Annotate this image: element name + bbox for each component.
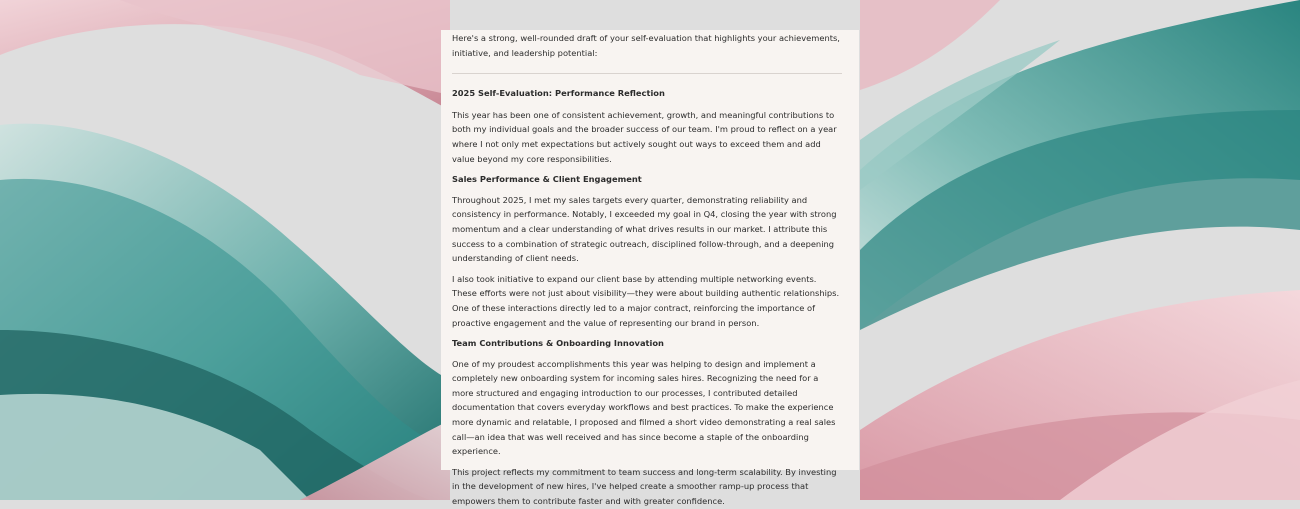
section-paragraph: One of my proudest accomplishments this year was helping to design and implement a completely new onboarding system for incoming sales hires. Recognizing the need for a more structured and engaging introduction to our processes, I contributed detailed documentation that covers everyday workflows and best practices. To make the experience more dynamic and relatable, I proposed and filmed a short video demonstrating a real sales call—an idea that was well received and has since become a staple of the onboarding experience. [452,358,836,457]
opening-paragraph: This year has been one of consistent achievement, growth, and meaningful contributions to both my individual goals and the broader success of our team. I'm proud to reflect on a year where I not only met expectations but actively sought out ways to exceed them and add value beyond my core responsibilities. [452,109,837,164]
intro-text: Here's a strong, well-rounded draft of your self-evaluation that highlights your achievements, initiative, and leadership potential: [452,33,840,58]
self-evaluation-document [441,30,859,507]
section-paragraph: This project reflects my commitment to team success and long-term scalability. By investing in the development of new hires, I've helped create a smoother ramp-up process that empowers them to contribute faster and with greater confidence. [452,466,837,507]
section-paragraph: I also took initiative to expand our client base by attending multiple networking events. These efforts were not just about visibility—they were about building authentic relationships. One of these interactions directly led to a major contract, reinforcing the importance of proactive engagement and the value of representing our brand in person. [452,273,840,328]
document-title: 2025 Self-Evaluation: Performance Reflection [452,88,665,99]
divider [452,73,842,74]
section-heading-team: Team Contributions & Onboarding Innovation [452,338,664,349]
section-heading-sales: Sales Performance & Client Engagement [452,174,642,185]
section-paragraph: Throughout 2025, I met my sales targets every quarter, demonstrating reliability and consistency in performance. Notably, I exceeded my goal in Q4, closing the year with strong momentum and a clear understanding of what drives results in our market. I attribute this success to a combination of strategic outreach, disciplined follow-through, and a deepening understanding of client needs. [452,194,837,264]
